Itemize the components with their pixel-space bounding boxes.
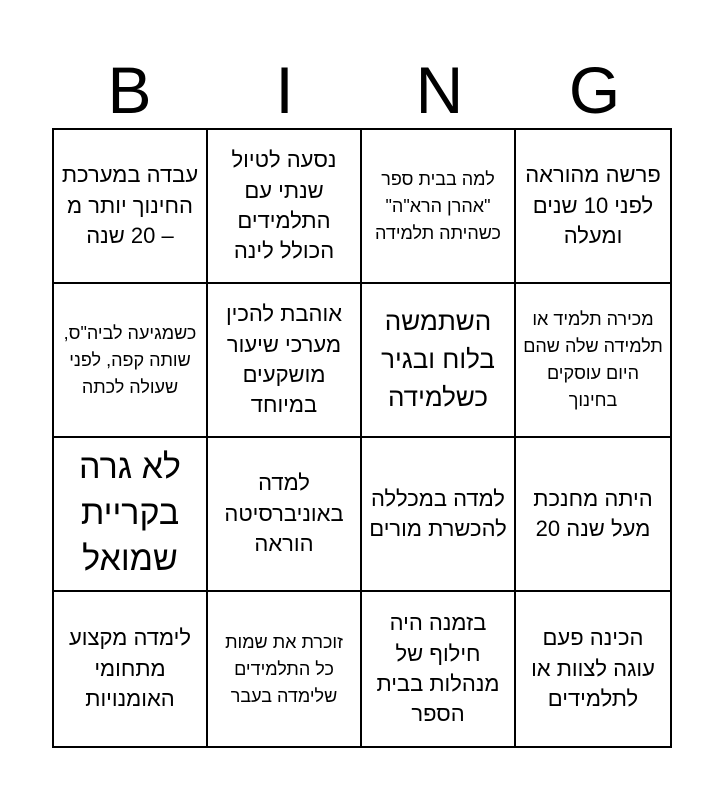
bingo-cell-r3c1[interactable]: לא גרה בקריית שמואל <box>54 438 208 592</box>
header-letter-n: N <box>415 53 464 127</box>
header-letter-b: B <box>107 53 152 127</box>
bingo-cell-r2c2[interactable]: אוהבת להכין מערכי שיעור מושקעים במיוחד <box>208 284 362 438</box>
bingo-cell-r4c1[interactable]: לימדה מקצוע מתחומי האומנויות <box>54 592 208 746</box>
bingo-cell-r2c1[interactable]: כשמגיעה לביה"ס, שותה קפה, לפני שעולה לכתה <box>54 284 208 438</box>
bingo-cell-r3c4[interactable]: היתה מחנכת מעל שנה 20 <box>516 438 670 592</box>
bingo-cell-r2c4[interactable]: מכירה תלמיד או תלמידה שלה שהם היום עוסקים בחינוך <box>516 284 670 438</box>
header-letter-i: I <box>275 53 294 127</box>
bingo-cell-r3c2[interactable]: למדה באוניברסיטה הוראה <box>208 438 362 592</box>
bingo-cell-r2c3[interactable]: השתמשה בלוח ובגיר כשלמידה <box>362 284 516 438</box>
bingo-cell-r4c3[interactable]: בזמנה היה חילוף של מנהלות בבית הספר <box>362 592 516 746</box>
bingo-cell-r1c2[interactable]: נסעה לטיול שנתי עם התלמידים הכולל לינה <box>208 130 362 284</box>
bingo-cell-r4c2[interactable]: זוכרת את שמות כל התלמידים שלימדה בעבר <box>208 592 362 746</box>
bingo-cell-r1c4[interactable]: פרשה מהוראה לפני 10 שנים ומעלה <box>516 130 670 284</box>
bingo-header <box>52 52 672 128</box>
bingo-cell-r3c3[interactable]: למדה במכללה להכשרת מורים <box>362 438 516 592</box>
bingo-cell-r1c3[interactable]: למה בבית ספר "אהרן הרא"ה" כשהיתה תלמידה <box>362 130 516 284</box>
bingo-grid <box>52 128 672 748</box>
header-letter-g: G <box>568 53 621 127</box>
bingo-cell-r4c4[interactable]: הכינה פעם עוגה לצוות או לתלמידים <box>531 625 655 712</box>
bingo-cell-r1c1[interactable]: עבדה במערכת החינוך יותר מ – 20 שנה <box>54 130 208 284</box>
